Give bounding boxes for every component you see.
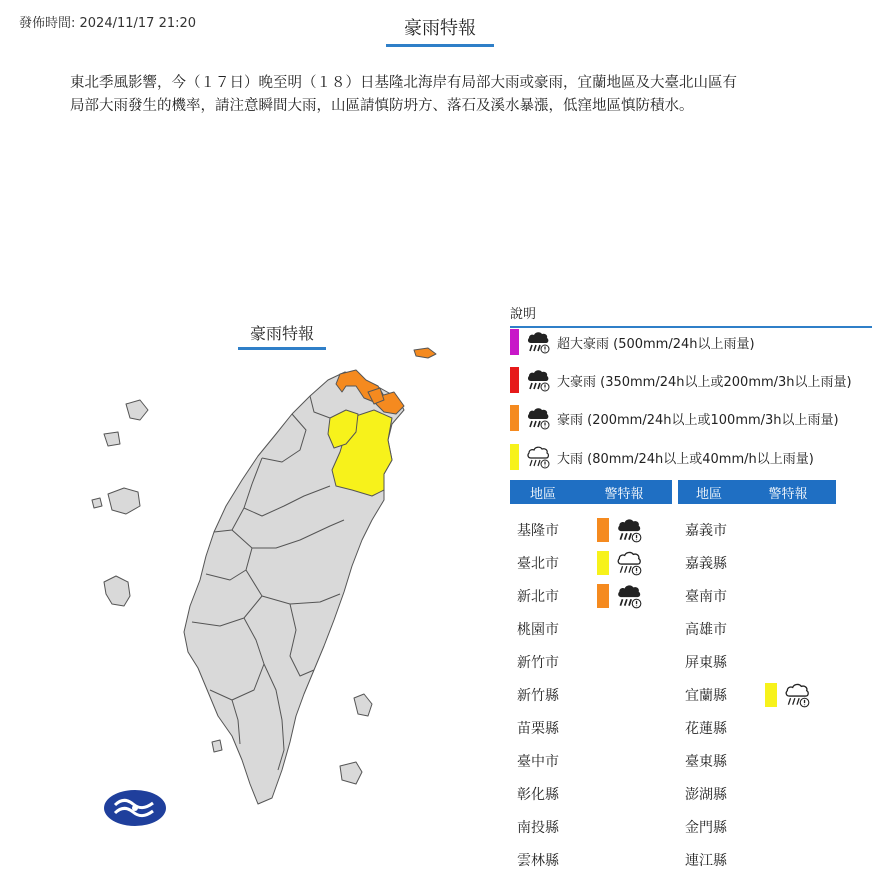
- region-name: 臺中市: [517, 754, 559, 770]
- region-name: 金門縣: [685, 820, 727, 836]
- table-row: [685, 518, 765, 542]
- heavy-rain-icon: [615, 582, 643, 610]
- table-row: [517, 782, 597, 806]
- legend-label: 大雨 (80mm/24h以上或40mm/h以上雨量): [557, 451, 814, 467]
- table-row: [685, 683, 811, 707]
- table-row: [517, 551, 643, 575]
- taiwan-map: [80, 310, 500, 870]
- legend-label: 超大豪雨 (500mm/24h以上雨量): [557, 336, 755, 352]
- table-row: [517, 749, 597, 773]
- region-name: 宜蘭縣: [685, 688, 727, 704]
- region-name: 嘉義市: [685, 523, 727, 539]
- region-name: 新北市: [517, 589, 559, 605]
- legend-item-torrential: [510, 404, 839, 432]
- warning-level-bar: [597, 584, 609, 608]
- legend-label: 豪雨 (200mm/24h以上或100mm/3h以上雨量): [557, 412, 839, 428]
- issued-time: 發佈時間: 2024/11/17 21:20: [19, 16, 197, 31]
- kinmen-islands: [104, 576, 130, 606]
- table-row: [517, 815, 597, 839]
- legend-item-super-torrential: [510, 328, 755, 356]
- table-row: [517, 518, 643, 542]
- table-row: [685, 815, 765, 839]
- table-row: [685, 584, 765, 608]
- description-line-1: 東北季風影響，今（１７日）晚至明（１８）日基隆北海岸有局部大雨或豪雨，宜蘭地區及大臺北山區有: [70, 75, 737, 91]
- region-name: 澎湖縣: [685, 787, 727, 803]
- region-name: 連江縣: [685, 853, 727, 869]
- table-row: [685, 716, 765, 740]
- region-name: 苗栗縣: [517, 721, 559, 737]
- legend-item-extremely-torrential: [510, 366, 852, 394]
- warning-level-bar: [765, 683, 777, 707]
- table-row: [685, 749, 765, 773]
- table-row: [517, 650, 597, 674]
- legend-label: 大豪雨 (350mm/24h以上或200mm/3h以上雨量): [557, 374, 852, 390]
- table-row: [685, 551, 765, 575]
- heavy-rain-icon: [525, 329, 551, 355]
- orchid-island: [340, 762, 362, 784]
- table-row: [517, 584, 643, 608]
- table-row: [685, 617, 765, 641]
- liuqiu-island: [212, 740, 222, 752]
- green-island: [354, 694, 372, 716]
- region-name: 南投縣: [517, 820, 559, 836]
- table-row: [685, 848, 765, 872]
- table-row: [517, 848, 597, 872]
- region-name: 臺北市: [517, 556, 559, 572]
- legend-swatch: [510, 367, 519, 393]
- rain-outline-icon: [783, 681, 811, 709]
- table-row: [517, 683, 597, 707]
- region-name: 嘉義縣: [685, 556, 727, 572]
- header-region: 地區: [529, 486, 556, 502]
- table-row: [685, 650, 765, 674]
- description-line-2: 局部大雨發生的機率，請注意瞬間大雨，山區請慎防坍方、落石及溪水暴漲，低窪地區慎防積水。: [70, 98, 694, 114]
- region-name: 新竹市: [517, 655, 559, 671]
- page-title: 豪雨特報: [386, 14, 494, 47]
- rain-outline-icon: [615, 549, 643, 577]
- heavy-rain-icon: [525, 367, 551, 393]
- region-name: 花蓮縣: [685, 721, 727, 737]
- map-title: 豪雨特報: [238, 321, 326, 350]
- header-region: 地區: [695, 486, 722, 502]
- region-name: 屏東縣: [685, 655, 727, 671]
- penghu-islands: [92, 400, 148, 514]
- region-name: 高雄市: [685, 622, 727, 638]
- cwa-logo-icon: [103, 789, 167, 827]
- region-name: 彰化縣: [517, 787, 559, 803]
- region-name: 臺東縣: [685, 754, 727, 770]
- legend-heading: 說明: [510, 303, 872, 328]
- rain-outline-icon: [525, 444, 551, 470]
- region-pengjia: [414, 348, 436, 358]
- table-header-left: [510, 480, 672, 504]
- heavy-rain-icon: [615, 516, 643, 544]
- legend-swatch: [510, 329, 519, 355]
- region-name: 桃園市: [517, 622, 559, 638]
- header-warning: 警特報: [768, 486, 808, 502]
- table-row: [685, 782, 765, 806]
- legend-swatch: [510, 405, 519, 431]
- header-warning: 警特報: [604, 486, 644, 502]
- region-name: 臺南市: [685, 589, 727, 605]
- warning-level-bar: [597, 551, 609, 575]
- heavy-rain-icon: [525, 405, 551, 431]
- region-name: 雲林縣: [517, 853, 559, 869]
- warning-level-bar: [597, 518, 609, 542]
- legend-item-heavy-rain: [510, 443, 814, 471]
- warning-description: [70, 72, 820, 118]
- region-name: 基隆市: [517, 523, 559, 539]
- table-header-right: [678, 480, 836, 504]
- table-row: [517, 716, 597, 740]
- legend-swatch: [510, 444, 519, 470]
- table-row: [517, 617, 597, 641]
- region-name: 新竹縣: [517, 688, 559, 704]
